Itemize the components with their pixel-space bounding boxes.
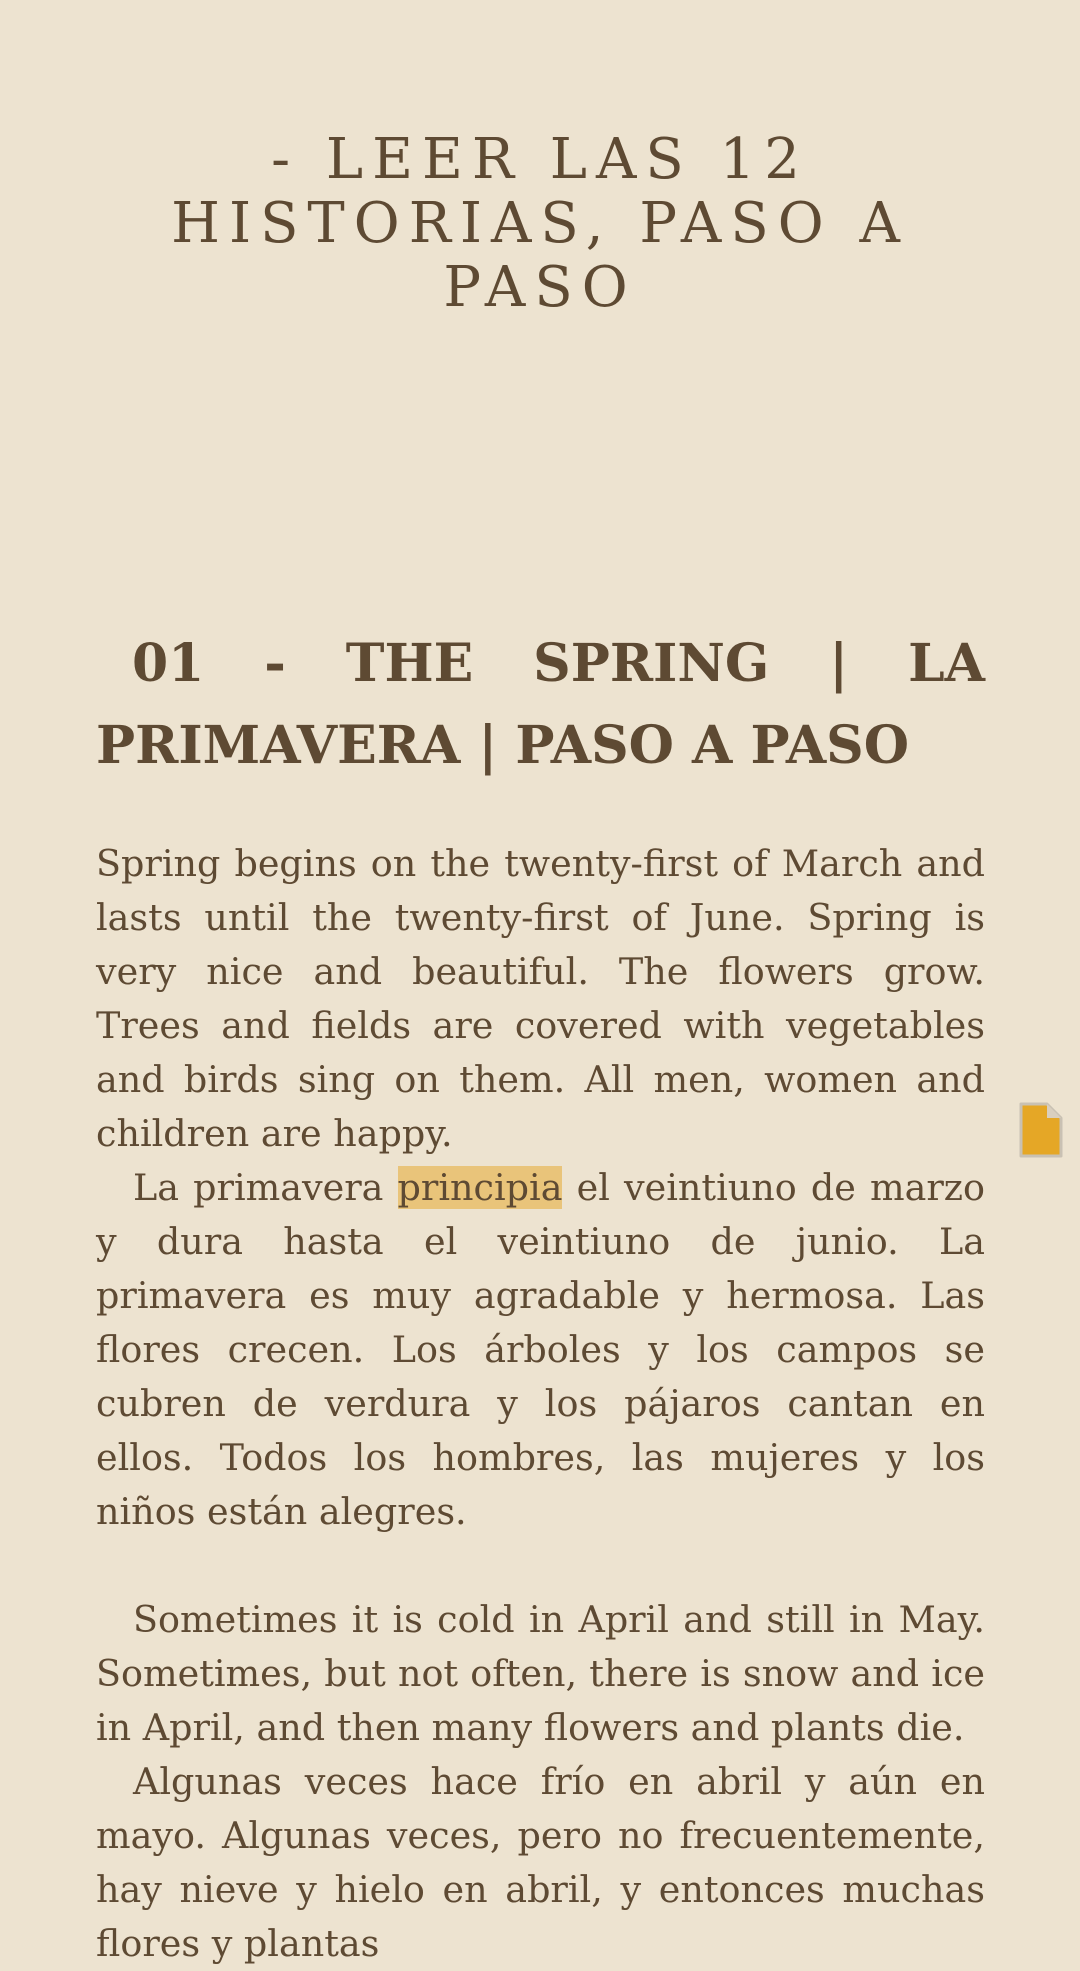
reading-content <box>96 837 985 1971</box>
paragraph-spanish-2[interactable]: Algunas veces hace frío en abril y aún en mayo. Algunas veces, pero no frecuentemente, hay nieve y hielo en abril, y entonces muchas flores y plantas <box>96 1760 985 1965</box>
chapter-heading-text: 01 - THE SPRING | LA PRIMAVERA | PASO A PASO <box>96 633 985 776</box>
note-page-icon[interactable] <box>1019 1102 1063 1158</box>
chapter-heading <box>96 623 985 787</box>
paragraph-spanish-1[interactable] <box>96 1161 985 1539</box>
paragraph-english-1[interactable]: Spring begins on the twenty-first of March and lasts until the twenty-first of June. Spring is very nice and beautiful. The flowers grow. Trees and fields are covered with vegetables and birds sing on them. All men, women and children are happy. <box>96 842 985 1155</box>
paragraph-text: el veintiuno de marzo y dura hasta el veintiuno de junio. La primavera es muy agradable y hermosa. Las flores crecen. Los árboles y los campos se cubren de verdura y los pájaros cantan en ellos. Todos los hombres, las mujeres y los niños están alegres. <box>96 1166 985 1533</box>
paragraph-english-2[interactable]: Sometimes it is cold in April and still in May. Sometimes, but not often, there is snow and ice in April, and then many flowers and plants die. <box>96 1598 985 1749</box>
book-title: - LEER LAS 12 HISTORIAS, PASO A PASO <box>171 127 909 320</box>
highlighted-word[interactable]: principia <box>397 1166 563 1209</box>
paragraph-text: La primavera <box>133 1166 398 1209</box>
